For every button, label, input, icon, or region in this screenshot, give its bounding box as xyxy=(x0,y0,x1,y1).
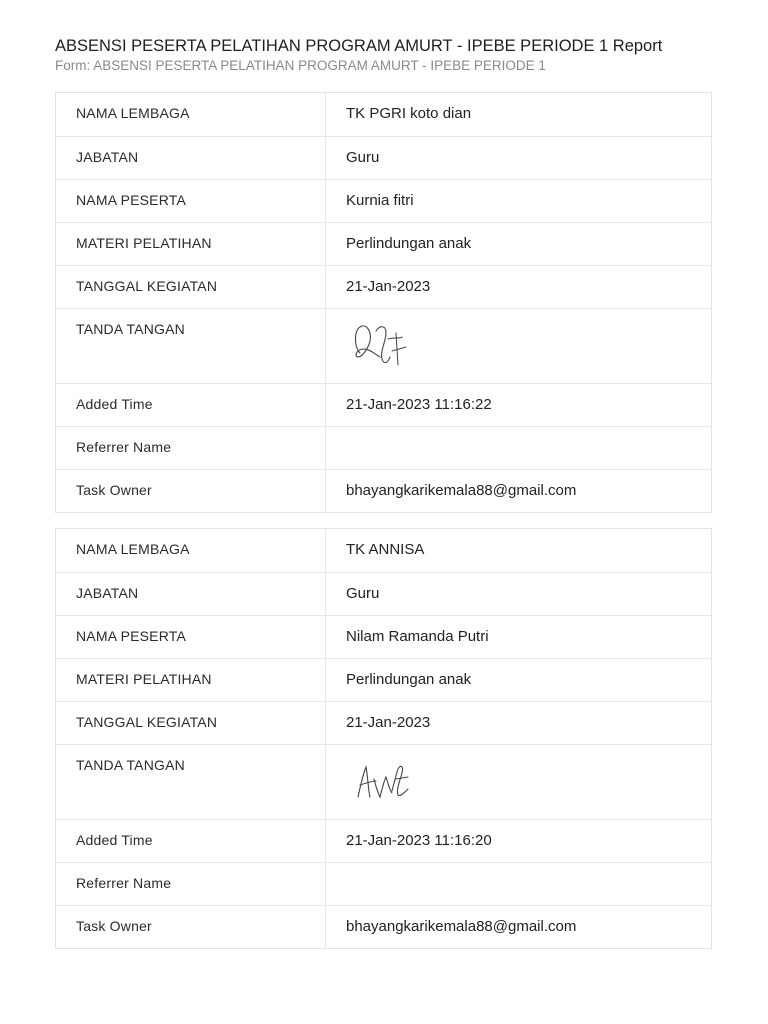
field-row-nama-lembaga xyxy=(56,93,711,136)
field-label: NAMA LEMBAGA xyxy=(56,529,326,572)
field-row-jabatan xyxy=(56,572,711,615)
field-row-tanda-tangan xyxy=(56,744,711,819)
record-card xyxy=(55,92,712,513)
field-value-nama-lembaga: TK ANNISA xyxy=(346,541,425,558)
field-label: Task Owner xyxy=(56,906,326,948)
record-card xyxy=(55,528,712,949)
field-label: NAMA PESERTA xyxy=(56,616,326,658)
field-label: Referrer Name xyxy=(56,863,326,905)
signature-cell xyxy=(326,745,711,819)
signature-image xyxy=(346,753,436,808)
field-value-added-time: 21-Jan-2023 11:16:22 xyxy=(346,396,492,413)
field-value-task-owner: bhayangkarikemala88@gmail.com xyxy=(346,918,577,935)
field-value-tanggal-kegiatan: 21-Jan-2023 xyxy=(346,278,431,295)
report-title: ABSENSI PESERTA PELATIHAN PROGRAM AMURT - IPEBE PERIODE 1 Report xyxy=(55,37,663,55)
field-label: MATERI PELATIHAN xyxy=(56,223,326,265)
field-label: JABATAN xyxy=(56,573,326,615)
form-name: Form: ABSENSI PESERTA PELATIHAN PROGRAM AMURT - IPEBE PERIODE 1 xyxy=(55,58,546,73)
field-value-nama-lembaga: TK PGRI koto dian xyxy=(346,105,472,122)
field-label: JABATAN xyxy=(56,137,326,179)
field-value-materi-pelatihan: Perlindungan anak xyxy=(346,671,472,688)
field-row-task-owner xyxy=(56,905,711,948)
field-label: TANGGAL KEGIATAN xyxy=(56,702,326,744)
field-value-task-owner: bhayangkarikemala88@gmail.com xyxy=(346,482,577,499)
field-label: Referrer Name xyxy=(56,427,326,469)
field-value-referrer-name xyxy=(326,863,711,905)
field-value-nama-peserta: Kurnia fitri xyxy=(346,192,414,209)
field-row-nama-lembaga xyxy=(56,529,711,572)
field-row-tanda-tangan xyxy=(56,308,711,383)
field-value-added-time: 21-Jan-2023 11:16:20 xyxy=(346,832,492,849)
field-label: TANDA TANGAN xyxy=(56,309,326,383)
field-row-tanggal-kegiatan xyxy=(56,265,711,308)
field-label: TANGGAL KEGIATAN xyxy=(56,266,326,308)
field-label: MATERI PELATIHAN xyxy=(56,659,326,701)
field-value-jabatan: Guru xyxy=(346,585,380,602)
field-value-materi-pelatihan: Perlindungan anak xyxy=(346,235,472,252)
field-label: TANDA TANGAN xyxy=(56,745,326,819)
signature-image xyxy=(346,317,436,372)
field-row-tanggal-kegiatan xyxy=(56,701,711,744)
field-row-materi-pelatihan xyxy=(56,222,711,265)
field-value-referrer-name xyxy=(326,427,711,469)
field-row-materi-pelatihan xyxy=(56,658,711,701)
field-row-nama-peserta xyxy=(56,615,711,658)
signature-cell xyxy=(326,309,711,383)
field-label: NAMA LEMBAGA xyxy=(56,93,326,136)
field-row-added-time xyxy=(56,819,711,862)
field-row-jabatan xyxy=(56,136,711,179)
field-value-tanggal-kegiatan: 21-Jan-2023 xyxy=(346,714,431,731)
field-value-nama-peserta: Nilam Ramanda Putri xyxy=(346,628,489,645)
field-label: Task Owner xyxy=(56,470,326,512)
field-label: Added Time xyxy=(56,820,326,862)
report-header xyxy=(55,35,735,75)
field-row-referrer-name xyxy=(56,862,711,905)
field-row-task-owner xyxy=(56,469,711,512)
field-row-referrer-name xyxy=(56,426,711,469)
field-value-jabatan: Guru xyxy=(346,149,380,166)
field-row-nama-peserta xyxy=(56,179,711,222)
field-label: NAMA PESERTA xyxy=(56,180,326,222)
field-row-added-time xyxy=(56,383,711,426)
field-label: Added Time xyxy=(56,384,326,426)
